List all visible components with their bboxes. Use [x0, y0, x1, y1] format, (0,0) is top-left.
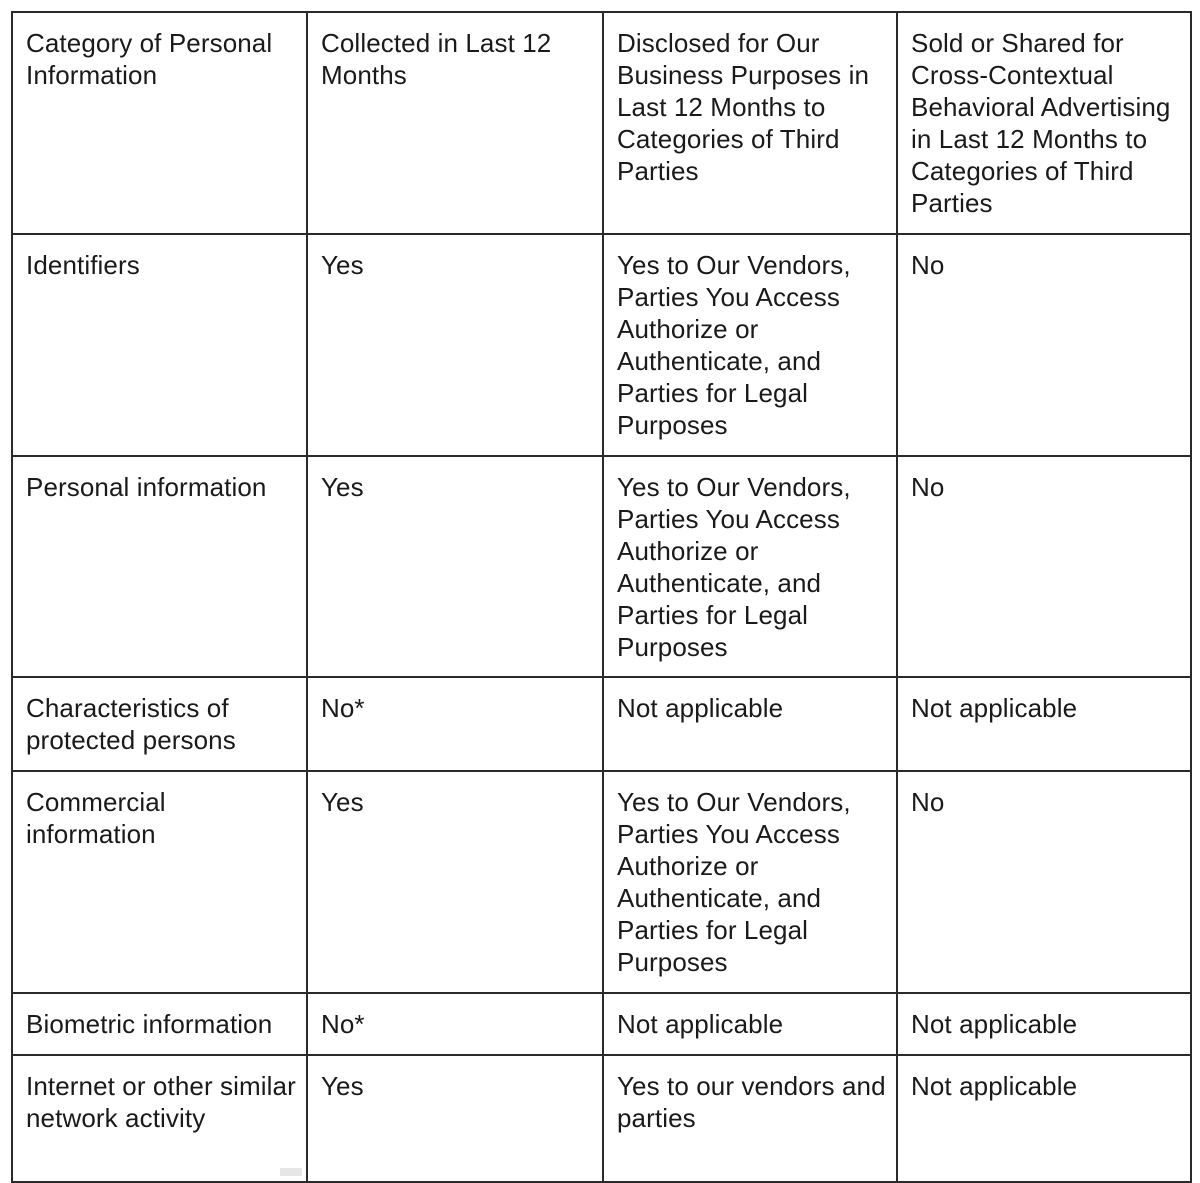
table-row	[12, 456, 1191, 677]
header-disclosed: Disclosed for Our Business Purposes in Last 12 Months to Categories of Third Parties	[603, 12, 897, 234]
table-row	[12, 677, 1191, 771]
cell-category: Personal information	[12, 456, 307, 677]
cell-collected: Yes	[307, 456, 603, 677]
table-row	[12, 993, 1191, 1055]
cell-sold-shared: No	[897, 771, 1191, 993]
cell-category: Identifiers	[12, 234, 307, 456]
cell-disclosed: Not applicable	[603, 677, 897, 771]
cell-disclosed: Yes to Our Vendors, Parties You Access Authorize or Authenticate, and Parties for Legal Purposes	[603, 234, 897, 456]
header-category: Category of Personal Information	[12, 12, 307, 234]
cell-category: Internet or other similar network activity	[12, 1055, 307, 1182]
cell-sold-shared: No	[897, 234, 1191, 456]
cell-disclosed: Yes to our vendors and parties	[603, 1055, 897, 1182]
table-header-row	[12, 12, 1191, 234]
table-row	[12, 1055, 1191, 1182]
cell-category: Biometric information	[12, 993, 307, 1055]
cell-collected: Yes	[307, 1055, 603, 1182]
cell-sold-shared: Not applicable	[897, 677, 1191, 771]
cell-collected: No*	[307, 993, 603, 1055]
cell-sold-shared: No	[897, 456, 1191, 677]
cell-sold-shared: Not applicable	[897, 993, 1191, 1055]
cell-collected: Yes	[307, 234, 603, 456]
cell-disclosed: Yes to Our Vendors, Parties You Access Authorize or Authenticate, and Parties for Legal Purposes	[603, 456, 897, 677]
table-row	[12, 234, 1191, 456]
cell-disclosed: Not applicable	[603, 993, 897, 1055]
cell-collected: Yes	[307, 771, 603, 993]
header-sold-shared: Sold or Shared for Cross-Contextual Behavioral Advertising in Last 12 Months to Categories of Third Parties	[897, 12, 1191, 234]
cell-collected: No*	[307, 677, 603, 771]
cell-sold-shared: Not applicable	[897, 1055, 1191, 1182]
personal-information-disclosure-table	[11, 11, 1192, 1183]
cell-category: Commercial information	[12, 771, 307, 993]
header-collected: Collected in Last 12 Months	[307, 12, 603, 234]
scroll-indicator	[280, 1168, 302, 1176]
cell-category: Characteristics of protected persons	[12, 677, 307, 771]
cell-disclosed: Yes to Our Vendors, Parties You Access Authorize or Authenticate, and Parties for Legal Purposes	[603, 771, 897, 993]
table-row	[12, 771, 1191, 993]
